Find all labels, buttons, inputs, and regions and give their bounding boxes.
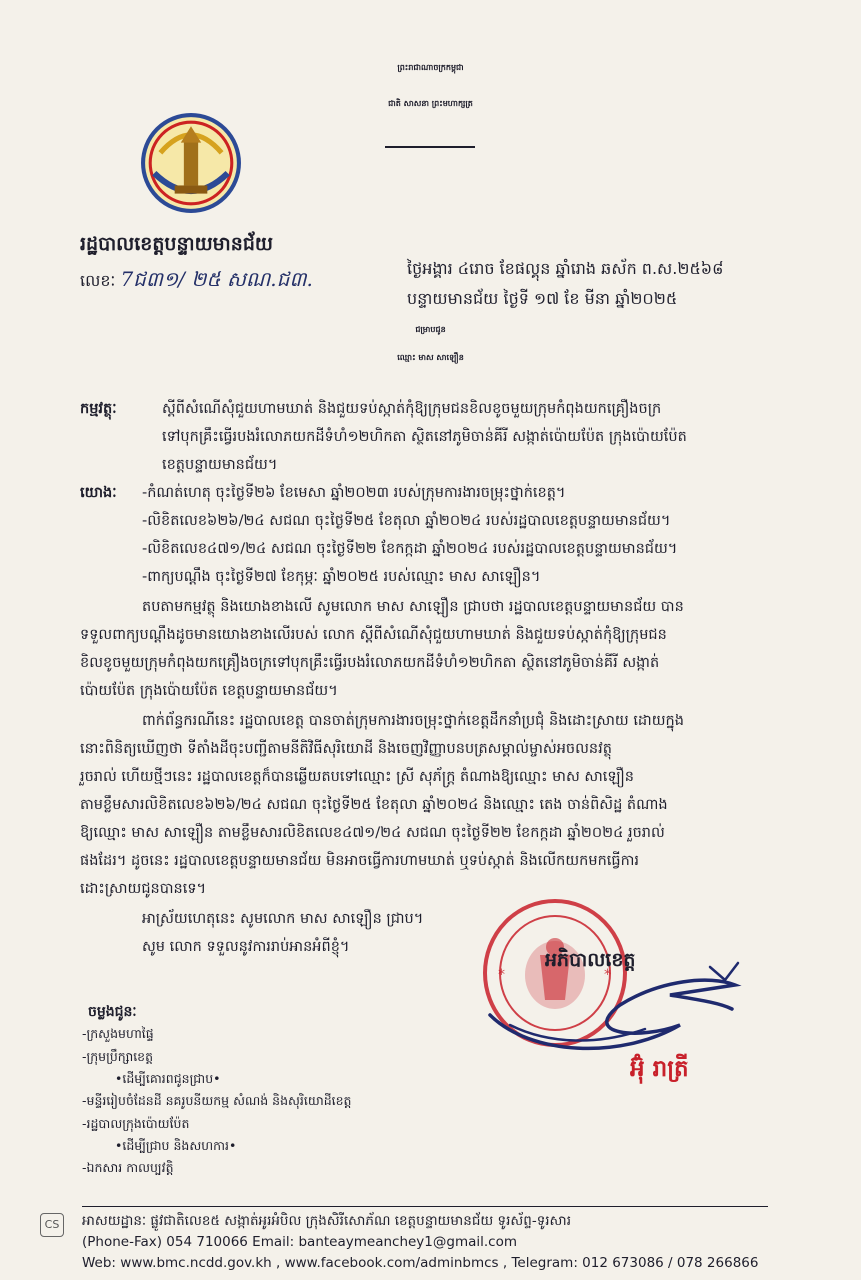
issuing-office: រដ្ឋបាលខេត្តបន្ទាយមានជ័យ — [80, 233, 273, 255]
scanner-watermark: CS — [40, 1213, 64, 1237]
copies-label: ចម្លងជូនៈ — [88, 1004, 137, 1020]
subject-line: ខេត្តបន្ទាយមានជ័យ។ — [162, 457, 278, 473]
footer-address: អាសយដ្ឋានៈ ផ្លូវជាតិលេខ៥ សង្កាត់អូរអំបិល ក្រុងសិរីសោភ័ណ ខេត្តបន្ទាយមានជ័យ ទូរស័ព្ទ-ទូរសារ — [82, 1213, 571, 1229]
subject-line: ស្តីពីសំណើសុំជួយហាមឃាត់ និងជួយទប់ស្កាត់កុំឱ្យក្រុមជនខិលខូចមួយក្រុមកំពុងយកគ្រឿងចក្រ — [162, 401, 662, 417]
reference-number — [80, 266, 313, 296]
copy-recipient: -ឯកសារ កាលប្បវត្តិ — [82, 1160, 174, 1175]
national-motto: ជាតិ សាសនា ព្រះមហាក្សត្រ — [388, 99, 473, 108]
body-paragraph-2-line: រួចរាល់ ហើយថ្មីៗនេះ រដ្ឋបាលខេត្តក៏បានឆ្លើយតបទៅឈ្មោះ ស្រី សុភ័ក្ត្រ តំណាងឱ្យឈ្មោះ មាស សាឡឿន — [80, 769, 634, 785]
subject-label: កម្មវត្ថុៈ — [80, 401, 117, 417]
reference-item: -ពាក្យបណ្តឹង ចុះថ្ងៃទី២៧ ខែកុម្ភៈ ឆ្នាំ២០២៥ របស់ឈ្មោះ មាស សាឡឿន។ — [142, 569, 541, 585]
signatory-title: អភិបាលខេត្ត — [545, 949, 636, 971]
body-paragraph-2-line: ផងដែរ។ ដូចនេះ រដ្ឋបាលខេត្តបន្ទាយមានជ័យ មិនអាចធ្វើការហាមឃាត់ ឬទប់ស្កាត់ និងលើកយកមកធ្វើការ — [80, 853, 640, 869]
reference-item: -លិខិតលេខ៦២៦/២៤ សជណ ចុះថ្ងៃទី២៥ ខែតុលា ឆ្នាំ២០២៤ របស់រដ្ឋបាលខេត្តបន្ទាយមានជ័យ។ — [142, 513, 671, 529]
copy-recipient: -ក្រុមប្រឹក្សាខេត្ត — [82, 1049, 154, 1064]
body-paragraph-2-line: នោះពិនិត្យឃើញថា ទីតាំងដីចុះបញ្ជីតាមនីតិវិធីសុរិយោដី និងចេញវិញ្ញាបនបត្រសម្គាល់ម្ចាស់អចលនវត្ថុ — [80, 741, 612, 757]
copy-recipient: -ក្រសួងមហាផ្ទៃ — [82, 1026, 154, 1041]
body-paragraph-1-line: ខិលខូចមួយក្រុមកំពុងយកគ្រឿងចក្រទៅបុកគ្រឹះធ្វើរបងរំលោភយកដីទំហំ១២ហិកតា ស្ថិតនៅភូមិចាន់គីរី សង្កាត់ — [80, 655, 660, 671]
body-paragraph-2-line: តាមខ្លឹមសារលិខិតលេខ៦២៦/២៤ សជណ ចុះថ្ងៃទី២៥ ខែតុលា ឆ្នាំ២០២៤ និងឈ្មោះ តេង ចាន់ពិសិដ្ឋ តំណាង — [80, 797, 668, 813]
copy-purpose: •ដើម្បីជ្រាប និងសហការ• — [115, 1138, 237, 1153]
handwritten-signature-icon — [470, 945, 750, 1065]
signatory-name: អ៊ុំ រាត្រី — [630, 1056, 689, 1082]
solar-date: បន្ទាយមានជ័យ ថ្ងៃទី ១៧ ខែ មីនា ឆ្នាំ២០២៥ — [407, 289, 678, 308]
body-paragraph-1-line: តបតាមកម្មវត្ថុ និងយោងខាងលើ សូមលោក មាស សាឡឿន ជ្រាបថា រដ្ឋបាលខេត្តបន្ទាយមានជ័យ បាន — [142, 599, 684, 615]
body-paragraph-1-line: ប៉ោយប៉ែត ក្រុងប៉ោយប៉ែត ខេត្តបន្ទាយមានជ័យ។ — [80, 683, 338, 699]
closing-line: សូម លោក ទទួលនូវការរាប់អានអំពីខ្ញុំ។ — [142, 939, 350, 955]
reference-value: 7ជ៣១/ ២៥ សណ.ជ៣. — [120, 267, 313, 291]
copy-recipient: -រដ្ឋបាលក្រុងប៉ោយប៉ែត — [82, 1116, 190, 1131]
kingdom-heading: ព្រះរាជាណាចក្រកម្ពុជា — [397, 63, 464, 72]
body-paragraph-2-line: ឱ្យឈ្មោះ មាស សាឡឿន តាមខ្លឹមសារលិខិតលេខ៤៧១/២៤ សជណ ចុះថ្ងៃទី២២ ខែកក្កដា ឆ្នាំ២០២៤ រួចរាល់ — [80, 825, 665, 841]
reference-item: -កំណត់ហេតុ ចុះថ្ងៃទី២៦ ខែមេសា ឆ្នាំ២០២៣ របស់ក្រុមការងារចម្រុះថ្នាក់ខេត្ត។ — [142, 485, 566, 501]
recipient-name: ឈ្មោះ មាស សាឡឿន — [397, 353, 464, 362]
provincial-seal-icon — [140, 112, 242, 214]
reference-item: -លិខិតលេខ៤៧១/២៤ សជណ ចុះថ្ងៃទី២២ ខែកក្កដា ឆ្នាំ២០២៤ របស់រដ្ឋបាលខេត្តបន្ទាយមានជ័យ។ — [142, 541, 678, 557]
body-paragraph-2-line: ពាក់ព័ន្ធករណីនេះ រដ្ឋបាលខេត្ត បានចាត់ក្រុមការងារចម្រុះថ្នាក់ខេត្តដឹកនាំប្រជុំ និងដោះស្រាយ ដោយក្នុង — [142, 713, 684, 729]
copy-purpose: •ដើម្បីគោរពជូនជ្រាប• — [115, 1071, 221, 1086]
closing-line: អាស្រ័យហេតុនេះ សូមលោក មាស សាឡឿន ជ្រាប។ — [142, 911, 424, 927]
footer-divider — [82, 1206, 768, 1207]
references-label: យោងៈ — [80, 485, 117, 501]
subject-line: ទៅបុកគ្រឹះធ្វើរបងរំលោភយកដីទំហំ១២ហិកតា ស្ថិតនៅភូមិចាន់គីរី សង្កាត់ប៉ោយប៉ែត ក្រុងប៉ោយប៉ែត — [162, 429, 687, 445]
reference-label: លេខៈ — [80, 271, 116, 290]
body-paragraph-1-line: ទទួលពាក្យបណ្តឹងដូចមានយោងខាងលើរបស់ លោក ស្តីពីសំណើសុំជួយហាមឃាត់ និងជួយទប់ស្កាត់កុំឱ្យក្រុមជន — [80, 627, 667, 643]
copy-recipient: -មន្ទីររៀបចំដែនដី នគរូបនីយកម្ម សំណង់ និងសុរិយោដីខេត្ត — [82, 1093, 352, 1108]
heading-divider — [385, 146, 475, 148]
footer-phone-email: (Phone-Fax) 054 710066 Email: banteaymeanchey1@gmail.com — [82, 1234, 518, 1250]
letter-title: ជម្រាបជូន — [415, 325, 446, 334]
body-paragraph-2-line: ដោះស្រាយជូនបានទេ។ — [80, 881, 207, 897]
svg-text:*: * — [498, 967, 505, 983]
lunar-date: ថ្ងៃអង្គារ ៤រោច ខែផល្គុន ឆ្នាំរោង ឆស័ក ព.ស.២៥៦៨ — [407, 259, 724, 278]
footer-web-links: Web: www.bmc.ncdd.gov.kh , www.facebook.com/adminbmcs , Telegram: 012 673086 / 078 266866 — [82, 1255, 759, 1271]
svg-text:*: * — [604, 967, 611, 983]
